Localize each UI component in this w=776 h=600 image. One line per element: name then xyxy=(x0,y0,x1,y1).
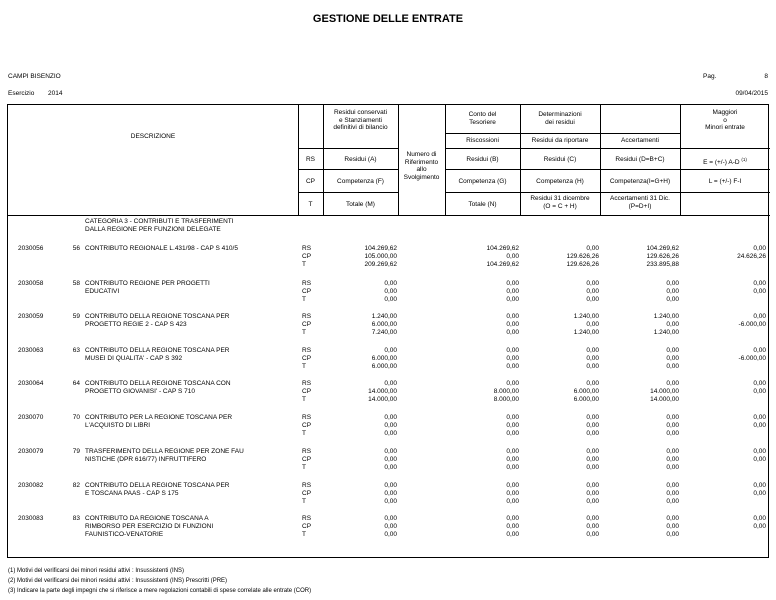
cell-value-a: 0,00 xyxy=(384,347,397,354)
row-type-label: CP xyxy=(302,456,312,463)
cell-value-e: 0,00 xyxy=(753,280,766,287)
cell-value-b: 0,00 xyxy=(506,448,519,455)
cell-value-b: 0,00 xyxy=(506,313,519,320)
entity-name: CAMPI BISENZIO xyxy=(8,73,61,80)
row-sep xyxy=(298,169,398,170)
cell-value-b: 0,00 xyxy=(506,363,519,370)
col-e-formula xyxy=(680,156,770,167)
cell-value-b: 104.269,62 xyxy=(486,261,519,268)
row-description: CONTRIBUTO REGIONE PER PROGETTI EDUCATIVI xyxy=(85,280,210,295)
cell-value-b: 0,00 xyxy=(506,515,519,522)
cell-value-c: 0,00 xyxy=(586,245,599,252)
cell-value-b: 0,00 xyxy=(506,329,519,336)
row-ref: 79 xyxy=(72,448,80,455)
cell-value-c: 0,00 xyxy=(586,296,599,303)
row-type-label: RS xyxy=(302,280,312,287)
cell-value-b: 0,00 xyxy=(506,430,519,437)
cell-value-c: 0,00 xyxy=(586,515,599,522)
col-competenza-i: Competenza(I=G+H) xyxy=(609,178,671,185)
row-type-label: CP xyxy=(302,288,312,295)
row-type-label: T xyxy=(302,464,306,471)
e-formula-text: E = (+/-) A-D xyxy=(703,159,740,167)
cell-value-e: 24.626,26 xyxy=(737,253,766,260)
cell-value-b: 104.269,62 xyxy=(486,245,519,252)
row-sep xyxy=(445,148,770,149)
cell-value-c: 0,00 xyxy=(586,456,599,463)
e-formula-note: (1) xyxy=(741,157,747,162)
row-type-label: CP xyxy=(302,321,312,328)
cell-value-d: 129.626,26 xyxy=(646,253,679,260)
row-ref: 83 xyxy=(72,515,80,522)
cell-value-c: 0,00 xyxy=(586,464,599,471)
cell-value-a: 0,00 xyxy=(384,380,397,387)
row-type-label: T xyxy=(302,261,306,268)
cell-value-a: 14.000,00 xyxy=(368,388,397,395)
cell-value-b: 0,00 xyxy=(506,288,519,295)
cell-value-d: 1.240,00 xyxy=(653,313,679,320)
cell-value-d: 14.000,00 xyxy=(650,396,679,403)
row-type-label: RS xyxy=(302,482,312,489)
header-bottom-rule xyxy=(8,215,770,216)
cell-value-e: 0,00 xyxy=(753,245,766,252)
cell-value-d: 0,00 xyxy=(666,523,679,530)
cell-value-b: 0,00 xyxy=(506,490,519,497)
col-totale-m: Totale (M) xyxy=(346,201,375,208)
row-sep xyxy=(298,148,398,149)
col-totale-n: Totale (N) xyxy=(468,201,497,208)
cell-value-a: 14.000,00 xyxy=(368,396,397,403)
row-description: CONTRIBUTO PER LA REGIONE TOSCANA PER L'ACQUISTO DI LIBRI xyxy=(85,414,233,429)
cell-value-e: 0,00 xyxy=(753,414,766,421)
row-ref: 64 xyxy=(72,380,80,387)
cell-value-a: 1.240,00 xyxy=(371,313,397,320)
cell-value-b: 0,00 xyxy=(506,531,519,538)
cell-value-e: 0,00 xyxy=(753,515,766,522)
cell-value-c: 0,00 xyxy=(586,430,599,437)
cell-value-a: 0,00 xyxy=(384,490,397,497)
cell-value-e: -6.000,00 xyxy=(738,321,766,328)
cell-value-d: 0,00 xyxy=(666,363,679,370)
cell-value-c: 0,00 xyxy=(586,414,599,421)
cell-value-b: 0,00 xyxy=(506,347,519,354)
cell-value-d: 1.240,00 xyxy=(653,329,679,336)
cell-value-b: 0,00 xyxy=(506,253,519,260)
col-residui-c: Residui (C) xyxy=(543,156,577,163)
row-type-label: RS xyxy=(302,313,312,320)
col-competenza-g: Competenza (G) xyxy=(458,178,507,185)
col-maggiori-minori: Maggiori o Minori entrate xyxy=(705,109,745,131)
cell-value-b: 0,00 xyxy=(506,380,519,387)
cell-value-d: 0,00 xyxy=(666,515,679,522)
cell-value-e: 0,00 xyxy=(753,523,766,530)
row-description: CONTRIBUTO DELLA REGIONE TOSCANA CON PROGETTO GIOVANISI' - CAP S 710 xyxy=(85,380,231,395)
cell-value-d: 233.895,88 xyxy=(646,261,679,268)
row-type-label: RS xyxy=(302,245,312,252)
cell-value-a: 0,00 xyxy=(384,464,397,471)
row-type-label: RS xyxy=(302,515,312,522)
col-residui-b: Residui (B) xyxy=(466,156,499,163)
cell-value-a: 0,00 xyxy=(384,448,397,455)
cell-value-c: 6.000,00 xyxy=(573,396,599,403)
cell-value-d: 0,00 xyxy=(666,414,679,421)
row-sep xyxy=(298,192,398,193)
cell-value-a: 0,00 xyxy=(384,296,397,303)
row-type-label: CP xyxy=(302,490,312,497)
cell-value-c: 0,00 xyxy=(586,288,599,295)
cell-value-a: 0,00 xyxy=(384,531,397,538)
cell-value-d: 0,00 xyxy=(666,296,679,303)
cell-value-c: 0,00 xyxy=(586,523,599,530)
cell-value-d: 0,00 xyxy=(666,456,679,463)
row-code: 2030082 xyxy=(18,482,44,489)
cell-value-c: 1.240,00 xyxy=(573,329,599,336)
row-ref: 58 xyxy=(72,280,80,287)
cell-value-d: 0,00 xyxy=(666,498,679,505)
cell-value-a: 0,00 xyxy=(384,288,397,295)
footnote-1: (1) Motivi del verificarsi dei minori residui attivi : Insussistenti (INS) xyxy=(8,568,185,574)
row-ref: 63 xyxy=(72,347,80,354)
row-type-label: T xyxy=(302,296,306,303)
cell-value-a: 0,00 xyxy=(384,515,397,522)
row-type-label: T xyxy=(302,396,306,403)
cell-value-c: 0,00 xyxy=(586,280,599,287)
cell-value-d: 0,00 xyxy=(666,490,679,497)
row-type-label: CP xyxy=(302,355,312,362)
page-number: 8 xyxy=(764,73,768,80)
row-type-label: T xyxy=(302,531,306,538)
cell-value-c: 129.626,26 xyxy=(566,253,599,260)
row-type-label: RS xyxy=(302,414,312,421)
label-t: T xyxy=(308,201,313,208)
col-residui-31: Residui 31 dicembre (O = C + H) xyxy=(530,195,590,210)
row-code: 2030059 xyxy=(18,313,44,320)
cell-value-b: 8.000,00 xyxy=(493,388,519,395)
cell-value-a: 0,00 xyxy=(384,430,397,437)
cell-value-c: 0,00 xyxy=(586,380,599,387)
cell-value-e: 0,00 xyxy=(753,490,766,497)
row-code: 2030058 xyxy=(18,280,44,287)
row-type-label: CP xyxy=(302,523,312,530)
col-l-formula: L = (+/-) F-I xyxy=(708,178,742,185)
row-type-label: CP xyxy=(302,253,312,260)
col-competenza-f: Competenza (F) xyxy=(337,178,384,185)
row-description: CONTRIBUTO DA REGIONE TOSCANA A RIMBORSO PER ESERCIZIO DI FUNZIONI FAUNISTICO-VENATORIE xyxy=(85,515,214,538)
row-code: 2030063 xyxy=(18,347,44,354)
row-type-label: RS xyxy=(302,448,312,455)
row-description: CONTRIBUTO DELLA REGIONE TOSCANA PER E TOSCANA PAAS - CAP S 175 xyxy=(85,482,230,497)
cell-value-e: 0,00 xyxy=(753,482,766,489)
row-code: 2030079 xyxy=(18,448,44,455)
col-numero-riferimento: Numero di Riferimento allo Svolgimento xyxy=(403,151,440,181)
cell-value-d: 0,00 xyxy=(666,347,679,354)
row-description: TRASFERIMENTO DELLA REGIONE PER ZONE FAU NISTICHE (DPR 616/77) INFRUTTIFERO xyxy=(85,448,244,463)
label-cp: CP xyxy=(305,178,316,185)
row-code: 2030083 xyxy=(18,515,44,522)
cell-value-e: 0,00 xyxy=(753,288,766,295)
row-type-label: T xyxy=(302,329,306,336)
cell-value-a: 0,00 xyxy=(384,414,397,421)
col-accertamenti-31: Accertamenti 31 Dic. (P=D+I) xyxy=(610,195,670,210)
cell-value-c: 0,00 xyxy=(586,448,599,455)
cell-value-c: 0,00 xyxy=(586,355,599,362)
row-type-label: T xyxy=(302,498,306,505)
row-description: CONTRIBUTO DELLA REGIONE TOSCANA PER PROGETTO REGIE 2 - CAP S 423 xyxy=(85,313,230,328)
col-conto-tesoriere: Conto del Tesoriere xyxy=(468,111,497,126)
cell-value-b: 0,00 xyxy=(506,464,519,471)
cell-value-d: 0,00 xyxy=(666,280,679,287)
row-ref: 56 xyxy=(72,245,80,252)
cell-value-a: 6.000,00 xyxy=(371,321,397,328)
cell-value-c: 0,00 xyxy=(586,347,599,354)
col-residui-riportare: Residui da riportare xyxy=(531,137,589,144)
footnote-3: (3) Indicare la parte degli impegni che si riferisce a mere regolazioni contabili di spese correlate alle entrate (COR) xyxy=(8,588,312,594)
cell-value-e: -6.000,00 xyxy=(738,355,766,362)
col-riscossioni: Riscossioni xyxy=(466,137,499,144)
row-type-label: RS xyxy=(302,380,312,387)
cell-value-b: 0,00 xyxy=(506,422,519,429)
col-residui-d: Residui (D=B+C) xyxy=(615,156,665,163)
col-descrizione: DESCRIZIONE xyxy=(130,133,176,140)
cell-value-b: 0,00 xyxy=(506,355,519,362)
exercise-year: 2014 xyxy=(48,90,63,97)
row-code: 2030070 xyxy=(18,414,44,421)
col-residui-conservati: Residui conservati e Stanziamenti definitivi di bilancio xyxy=(333,109,388,131)
cell-value-b: 0,00 xyxy=(506,523,519,530)
cell-value-b: 0,00 xyxy=(506,321,519,328)
cell-value-a: 104.269,62 xyxy=(364,245,397,252)
row-sep xyxy=(445,169,770,170)
row-ref: 70 xyxy=(72,414,80,421)
cell-value-c: 0,00 xyxy=(586,363,599,370)
cell-value-d: 0,00 xyxy=(666,355,679,362)
cell-value-e: 0,00 xyxy=(753,313,766,320)
cell-value-a: 0,00 xyxy=(384,482,397,489)
cell-value-e: 0,00 xyxy=(753,380,766,387)
cell-value-b: 0,00 xyxy=(506,498,519,505)
cell-value-e: 0,00 xyxy=(753,422,766,429)
cell-value-c: 0,00 xyxy=(586,321,599,328)
cell-value-a: 7.240,00 xyxy=(371,329,397,336)
cell-value-a: 0,00 xyxy=(384,498,397,505)
cell-value-a: 209.269,62 xyxy=(364,261,397,268)
cell-value-a: 0,00 xyxy=(384,422,397,429)
row-type-label: T xyxy=(302,430,306,437)
cell-value-d: 0,00 xyxy=(666,422,679,429)
cell-value-a: 0,00 xyxy=(384,523,397,530)
cell-value-c: 0,00 xyxy=(586,531,599,538)
row-code: 2030056 xyxy=(18,245,44,252)
cell-value-d: 14.000,00 xyxy=(650,388,679,395)
col-determinazioni: Determinazioni dei residui xyxy=(538,111,582,126)
cell-value-b: 0,00 xyxy=(506,482,519,489)
cell-value-d: 104.269,62 xyxy=(646,245,679,252)
col-competenza-h: Competenza (H) xyxy=(536,178,584,185)
category-title: CATEGORIA 3 - CONTRIBUTI E TRASFERIMENTI DALLA REGIONE PER FUNZIONI DELEGATE xyxy=(85,218,234,233)
row-sep xyxy=(445,133,680,134)
report-date: 09/04/2015 xyxy=(735,90,768,97)
cell-value-d: 0,00 xyxy=(666,482,679,489)
cell-value-b: 0,00 xyxy=(506,296,519,303)
row-description: CONTRIBUTO REGIONALE L.431/98 - CAP S 410/5 xyxy=(85,245,238,252)
cell-value-d: 0,00 xyxy=(666,321,679,328)
cell-value-c: 0,00 xyxy=(586,482,599,489)
page-title: GESTIONE DELLE ENTRATE xyxy=(312,13,464,25)
label-rs: RS xyxy=(305,156,316,163)
cell-value-d: 0,00 xyxy=(666,380,679,387)
cell-value-a: 0,00 xyxy=(384,456,397,463)
cell-value-e: 0,00 xyxy=(753,388,766,395)
cell-value-c: 129.626,26 xyxy=(566,261,599,268)
cell-value-e: 0,00 xyxy=(753,347,766,354)
exercise-label: Esercizio xyxy=(8,90,35,97)
cell-value-d: 0,00 xyxy=(666,531,679,538)
cell-value-d: 0,00 xyxy=(666,430,679,437)
row-type-label: T xyxy=(302,363,306,370)
cell-value-c: 6.000,00 xyxy=(573,388,599,395)
page-label: Pag. xyxy=(703,73,717,80)
footnote-2: (2) Motivi del verificarsi dei minori residui attivi : Insussistenti (INS) Prescritti (PRE) xyxy=(8,578,228,584)
cell-value-b: 0,00 xyxy=(506,280,519,287)
col-accertamenti: Accertamenti xyxy=(621,137,659,144)
cell-value-a: 0,00 xyxy=(384,280,397,287)
row-ref: 82 xyxy=(72,482,80,489)
row-code: 2030064 xyxy=(18,380,44,387)
cell-value-c: 0,00 xyxy=(586,498,599,505)
cell-value-b: 8.000,00 xyxy=(493,396,519,403)
row-sep xyxy=(445,192,770,193)
cell-value-a: 105.000,00 xyxy=(364,253,397,260)
cell-value-a: 6.000,00 xyxy=(371,355,397,362)
cell-value-e: 0,00 xyxy=(753,456,766,463)
cell-value-b: 0,00 xyxy=(506,414,519,421)
row-description: CONTRIBUTO DELLA REGIONE TOSCANA PER MUSEI DI QUALITA' - CAP S 392 xyxy=(85,347,230,362)
cell-value-a: 6.000,00 xyxy=(371,363,397,370)
cell-value-d: 0,00 xyxy=(666,288,679,295)
cell-value-c: 0,00 xyxy=(586,490,599,497)
row-type-label: RS xyxy=(302,347,312,354)
cell-value-c: 0,00 xyxy=(586,422,599,429)
row-type-label: CP xyxy=(302,388,312,395)
cell-value-c: 1.240,00 xyxy=(573,313,599,320)
cell-value-e: 0,00 xyxy=(753,448,766,455)
cell-value-d: 0,00 xyxy=(666,464,679,471)
row-ref: 59 xyxy=(72,313,80,320)
cell-value-d: 0,00 xyxy=(666,448,679,455)
row-type-label: CP xyxy=(302,422,312,429)
col-residui-a: Residui (A) xyxy=(344,156,377,163)
cell-value-b: 0,00 xyxy=(506,456,519,463)
